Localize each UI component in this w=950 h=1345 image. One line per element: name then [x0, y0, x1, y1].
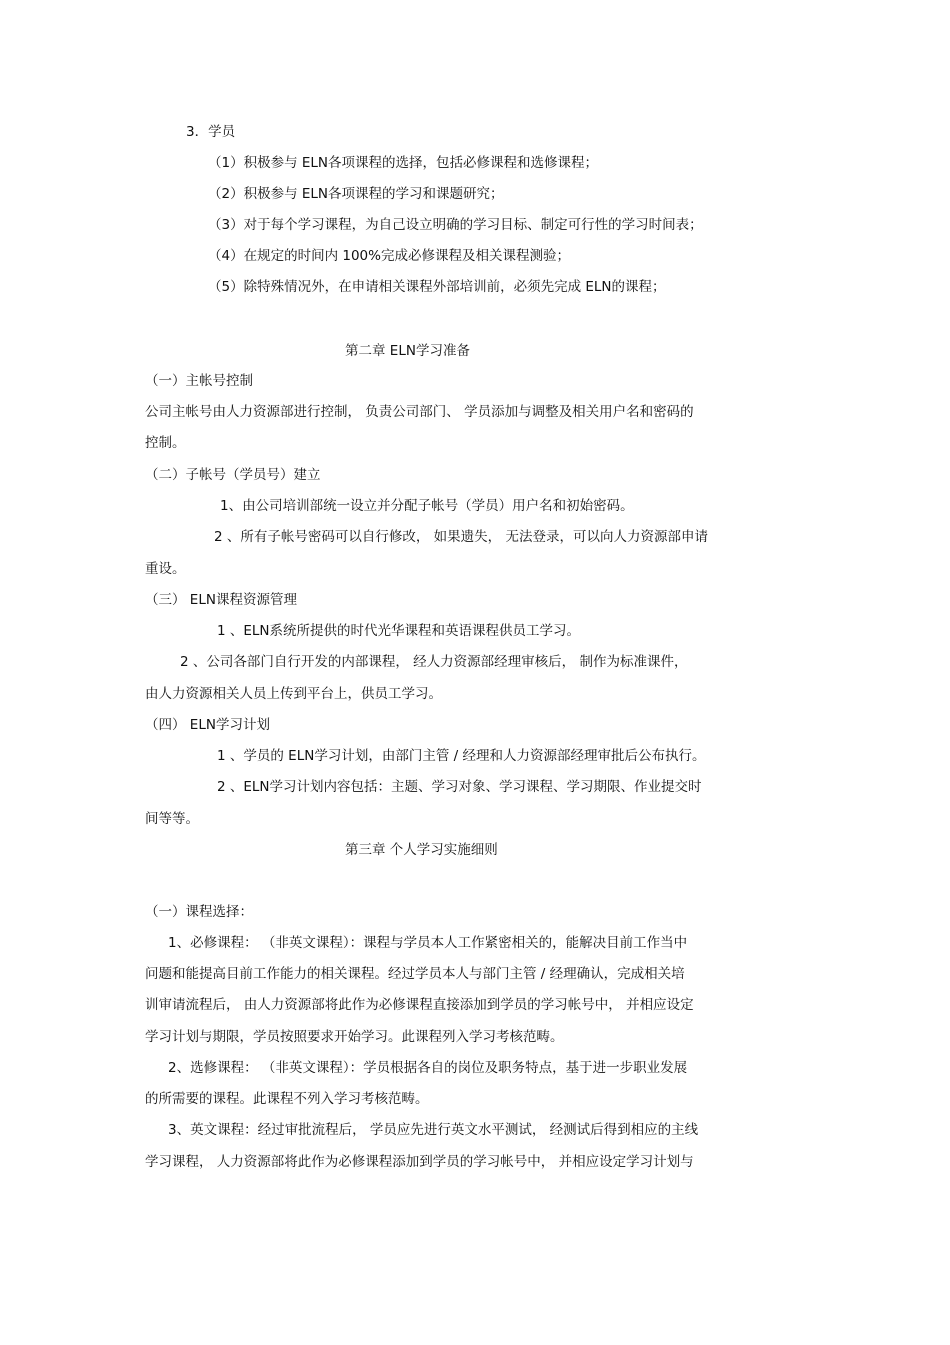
section-heading: （二）子帐号（学员号）建立 [145, 467, 321, 483]
list-item-5: （5）除特殊情况外，在申请相关课程外部培训前，必须先完成 ELN的课程； [208, 279, 666, 295]
paragraph-line: 训审请流程后， 由人力资源部将此作为必修课程直接添加到学员的学习帐号中， 并相应设定 [145, 997, 694, 1013]
paragraph-line: 学习课程， 人力资源部将此作为必修课程添加到学员的学习帐号中， 并相应设定学习计划与 [145, 1154, 694, 1170]
paragraph-line: 重设。 [145, 561, 186, 577]
list-item-3: （3）对于每个学习课程，为自己设立明确的学习目标、制定可行性的学习时间表； [208, 217, 703, 233]
paragraph-line: 问题和能提高目前工作能力的相关课程。经过学员本人与部门主管 / 经理确认，完成相关培 [145, 966, 685, 982]
list-item-1: （1）积极参与 ELN各项课程的选择，包括必修课程和选修课程； [208, 155, 599, 171]
paragraph-line: 的所需要的课程。此课程不列入学习考核范畴。 [145, 1091, 429, 1107]
paragraph-line: 公司主帐号由人力资源部进行控制， 负责公司部门、 学员添加与调整及相关用户名和密码的 [145, 404, 694, 420]
paragraph-line: 2 、ELN学习计划内容包括：主题、学习对象、学习课程、学习期限、作业提交时 [217, 779, 702, 795]
paragraph-line: 间等等。 [145, 811, 199, 827]
chapter-3-title: 第三章 个人学习实施细则 [345, 842, 498, 858]
paragraph-line: 3、英文课程：经过审批流程后， 学员应先进行英文水平测试， 经测试后得到相应的主线 [168, 1122, 699, 1138]
paragraph-line: 由人力资源相关人员上传到平台上，供员工学习。 [145, 686, 442, 702]
paragraph-line: 2、选修课程： （非英文课程）：学员根据各自的岗位及职务特点，基于进一步职业发展 [168, 1060, 688, 1076]
list-item-2: （2）积极参与 ELN各项课程的学习和课题研究； [208, 186, 504, 202]
paragraph-line: 1、由公司培训部统一设立并分配子帐号（学员）用户名和初始密码。 [220, 498, 634, 514]
section-heading: （一）主帐号控制 [145, 373, 253, 389]
paragraph-line: 学习计划与期限，学员按照要求开始学习。此课程列入学习考核范畴。 [145, 1029, 564, 1045]
paragraph-line: 1 、ELN系统所提供的时代光华课程和英语课程供员工学习。 [217, 623, 581, 639]
section-heading: （四） ELN学习计划 [145, 717, 270, 733]
paragraph-line: 1、必修课程： （非英文课程）：课程与学员本人工作紧密相关的，能解决目前工作当中 [168, 935, 688, 951]
list-item-heading-3: 3．学员 [186, 124, 236, 140]
paragraph-line: 控制。 [145, 435, 186, 451]
paragraph-line: 2 、公司各部门自行开发的内部课程， 经人力资源部经理审核后， 制作为标准课件， [180, 654, 688, 670]
paragraph-line: 2 、所有子帐号密码可以自行修改， 如果遗失， 无法登录，可以向人力资源部申请 [214, 529, 708, 545]
section-heading: （一）课程选择： [145, 904, 253, 920]
list-item-4: （4）在规定的时间内 100%完成必修课程及相关课程测验； [208, 248, 570, 264]
paragraph-line: 1 、学员的 ELN学习计划，由部门主管 / 经理和人力资源部经理审批后公布执行。 [217, 748, 706, 764]
section-heading: （三） ELN课程资源管理 [145, 592, 297, 608]
chapter-2-title: 第二章 ELN学习准备 [345, 343, 470, 359]
